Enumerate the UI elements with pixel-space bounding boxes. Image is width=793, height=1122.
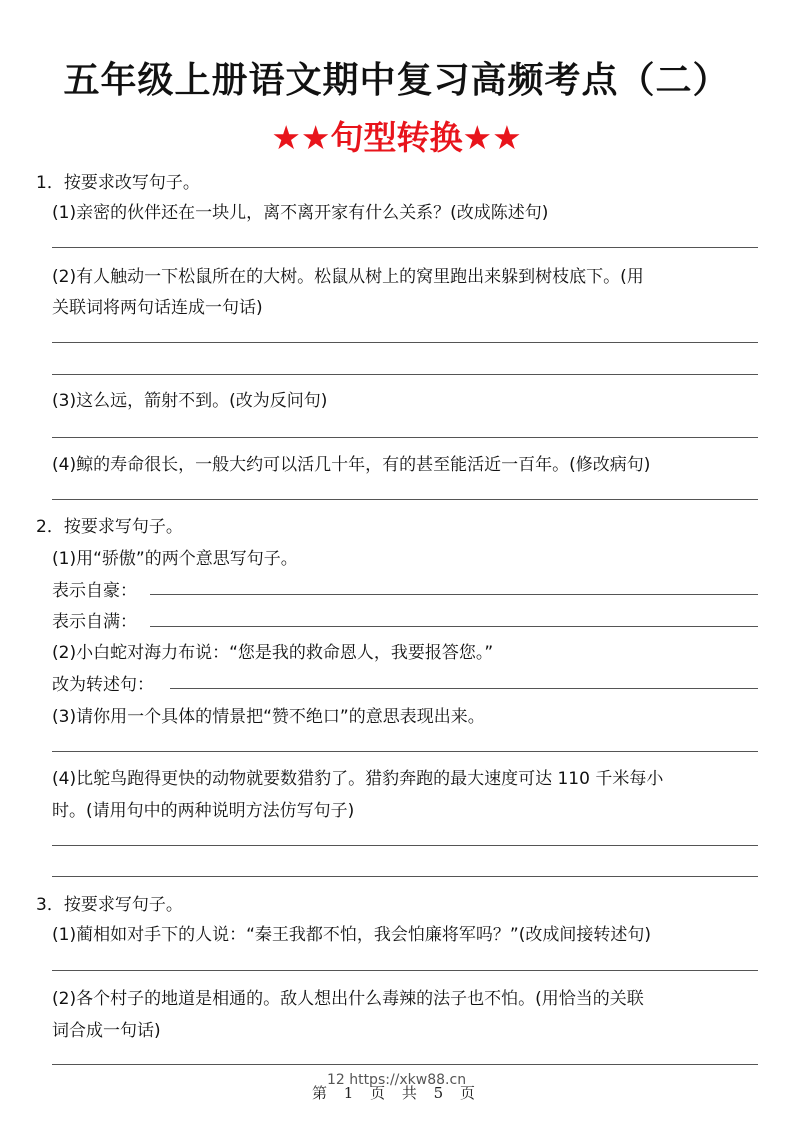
question-1-4-text: (4)鲸的寿命很长，一般大约可以活几十年，有的甚至能活近一百年。(修改病句): [52, 455, 651, 475]
page-title: 五年级上册语文期中复习高频考点（二）: [63, 60, 730, 101]
question-1-1-text: (1)亲密的伙伴还在一块儿，离不离开家有什么关系？(改成陈述句): [52, 203, 549, 223]
answer-line[interactable]: [52, 1064, 758, 1065]
question-3-2-text-cont: 词合成一句话): [52, 1021, 161, 1041]
section-subtitle: ★★句型转换★★: [271, 118, 522, 157]
answer-line[interactable]: [52, 342, 758, 343]
answer-line[interactable]: [52, 499, 758, 500]
answer-line[interactable]: [52, 876, 758, 877]
question-3-1-text: (1)蔺相如对手下的人说：“秦王我都不怕，我会怕廉将军吗？”(改成间接转述句): [52, 925, 651, 945]
answer-line[interactable]: [52, 437, 758, 438]
answer-line[interactable]: [52, 247, 758, 248]
fill-label-pride: 表示自豪：: [52, 581, 137, 601]
answer-line[interactable]: [52, 374, 758, 375]
question-2-3-text: (3)请你用一个具体的情景把“赞不绝口”的意思表现出来。: [52, 707, 485, 727]
question-1-heading: 1．按要求改写句子。: [36, 173, 200, 193]
question-3-heading: 3．按要求写句子。: [36, 895, 183, 915]
answer-line[interactable]: [52, 970, 758, 971]
answer-line[interactable]: [52, 751, 758, 752]
answer-line-reported[interactable]: [170, 688, 758, 689]
question-1-3-text: (3)这么远，箭射不到。(改为反问句): [52, 391, 328, 411]
question-2-1-text: (1)用“骄傲”的两个意思写句子。: [52, 549, 298, 569]
answer-line-complacent[interactable]: [150, 626, 758, 627]
question-1-2-text-cont: 关联词将两句话连成一句话): [52, 298, 263, 318]
question-3-2-text: (2)各个村子的地道是相通的。敌人想出什么毒辣的法子也不怕。(用恰当的关联: [52, 989, 644, 1009]
answer-line[interactable]: [52, 845, 758, 846]
question-2-2-text: (2)小白蛇对海力布说：“您是我的救命恩人，我要报答您。”: [52, 643, 494, 663]
watermark-url: 12 https://xkw88.cn: [326, 1072, 467, 1088]
question-2-4-text-cont: 时。(请用句中的两种说明方法仿写句子): [52, 801, 355, 821]
fill-label-complacent: 表示自满：: [52, 612, 137, 632]
page-indicator: 第 1 页 共 5 页: [312, 1084, 481, 1102]
question-2-heading: 2．按要求写句子。: [36, 517, 183, 537]
fill-label-reported: 改为转述句：: [52, 675, 154, 695]
question-1-2-text: (2)有人触动一下松鼠所在的大树。松鼠从树上的窝里跑出来躲到树枝底下。(用: [52, 267, 644, 287]
question-2-4-text: (4)比鸵鸟跑得更快的动物就要数猎豹了。猎豹奔跑的最大速度可达 110 千米每小: [52, 769, 664, 789]
answer-line-pride[interactable]: [150, 594, 758, 595]
